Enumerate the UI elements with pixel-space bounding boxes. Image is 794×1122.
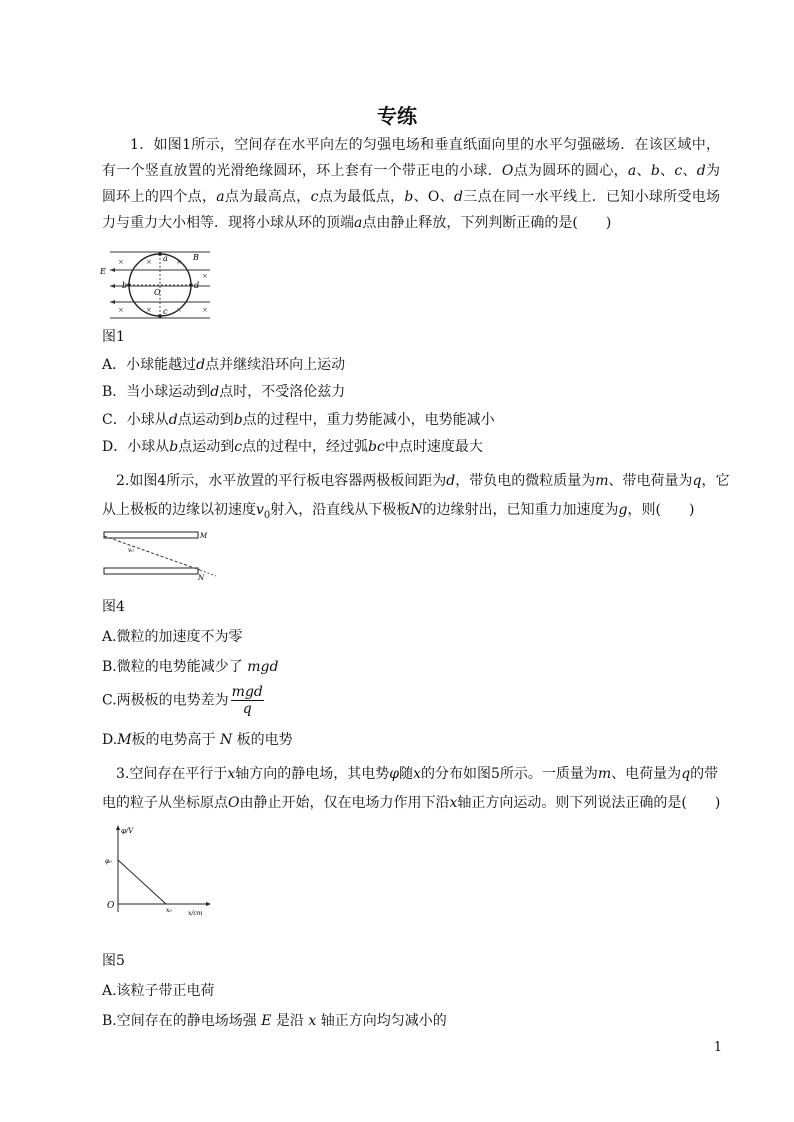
fig1-label-c: c [163, 307, 168, 316]
q3-option-b: B.空间存在的静电场场强 E 是沿 x 轴正方向均匀减小的 [102, 1013, 447, 1029]
figure-1-caption: 图1 [102, 329, 125, 345]
fig4-label-M: M [200, 532, 208, 540]
fig1-cross: × [176, 258, 182, 266]
fig1-cross: × [146, 258, 152, 266]
q2-option-a: A.微粒的加速度不为零 [102, 629, 243, 645]
q2-option-d: D.M板的电势高于 N 板的电势 [102, 732, 293, 748]
fig4-label-N: N [198, 574, 205, 582]
fig5-x0-label: x₀ [166, 907, 172, 914]
fig4-label-v0: v₀ [128, 547, 134, 554]
fig1-cross: × [202, 306, 208, 314]
q3-option-a: A.该粒子带正电荷 [102, 983, 215, 999]
q1-option-c: C．小球从d点运动到b点的过程中，重力势能减小，电势能减小 [102, 412, 495, 428]
question-3-line-1: 3.空间存在平行于x轴方向的静电场，其电势φ随x的分布如图5所示。一质量为m、电荷量为q的带 [116, 766, 719, 782]
fig1-label-E: E [100, 267, 106, 276]
q2-option-c: C.两极板的电势差为 $\frac{\text{mgd}}{q}$ [102, 684, 263, 717]
q1-option-d: D．小球从b点运动到c点的过程中，经过弧bc中点时速度最大 [102, 439, 483, 455]
q1-option-b: B．当小球运动到d点时，不受洛伦兹力 [102, 384, 346, 400]
fig1-cross: × [118, 258, 124, 266]
question-1-stem: 1．如图1所示，空间存在水平向左的匀强电场和垂直纸面向里的水平匀强磁场．在该区域中，有一个竖直放置的光滑绝缘圆环，环上套有一个带正电的小球．O点为圆环的圆心，a、b、c、d为圆环上的四个点，a点为最高点，c点为最低点，b、O、d三点在同一水平线上．已知小球所受电场力与重力大小相等．现将小球从环的顶端a点由静止释放，下列判断正确的是( ) [102, 137, 720, 231]
figure-4-caption: 图4 [102, 599, 125, 615]
fig1-cross: × [202, 272, 208, 280]
page-title: 专练 [377, 104, 417, 128]
figure-5-graph [100, 822, 215, 922]
fig1-label-a: a [163, 254, 168, 263]
fig1-label-d: d [194, 281, 200, 290]
figure-1-diagram [100, 248, 215, 324]
question-2-line-1: 2.如图4所示，水平放置的平行板电容器两极板间距为d，带负电的微粒质量为m、带电荷量为q，它 [116, 473, 730, 489]
page-number: 1 [713, 1040, 722, 1055]
fig1-label-B: B [193, 253, 199, 262]
question-2-line-2: 从上极板的边缘以初速度$v_0$射入，沿直线从下极板N的边缘射出，已知重力加速度为g，则( ) [102, 502, 695, 521]
fig5-phi0-label: φ₀ [105, 858, 112, 865]
figure-4-diagram [100, 528, 220, 580]
fig5-x-axis-label: x/cm [188, 910, 203, 917]
fig1-label-b: b [122, 281, 128, 290]
question-3-line-2: 电的粒子从坐标原点O由静止开始，仅在电场力作用下沿x轴正方向运动。则下列说法正确的是( ) [102, 795, 721, 811]
fig1-cross: × [118, 306, 124, 314]
fig1-cross: × [176, 306, 182, 314]
q1-option-a: A．小球能越过d点并继续沿环向上运动 [102, 357, 346, 373]
fig5-origin-label: O [107, 901, 115, 911]
figure-5-caption: 图5 [102, 953, 125, 969]
fig5-y-axis-label: φ/V [121, 827, 134, 835]
fig1-cross: × [146, 306, 152, 314]
fig1-label-O: O [154, 288, 161, 297]
fraction-mgd-over-q: $\frac{\text{mgd}}{q}$ [231, 684, 263, 717]
q2-option-b: B.微粒的电势能减少了 mgd [102, 659, 279, 675]
